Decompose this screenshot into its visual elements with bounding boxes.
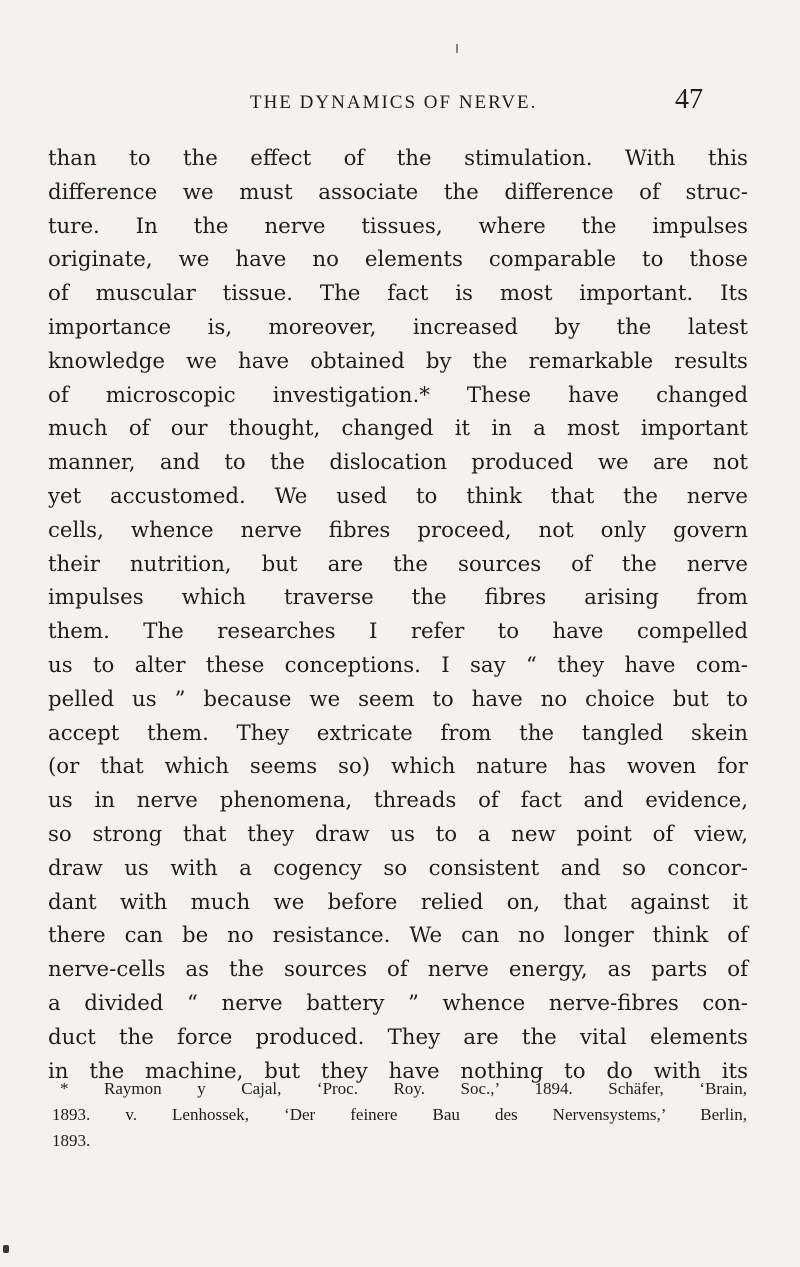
text-line: of microscopic investigation.* These have changed bbox=[48, 382, 748, 408]
text-line: of muscular tissue. The fact is most important. Its bbox=[48, 281, 748, 307]
text-line: (or that which seems so) which nature has woven for bbox=[48, 754, 748, 780]
text-line: duct the force produced. They are the vital elements bbox=[48, 1024, 748, 1050]
text-line: ture. In the nerve tissues, where the impulses bbox=[48, 213, 748, 239]
text-line: their nutrition, but are the sources of the nerve bbox=[48, 551, 748, 577]
page-number: 47 bbox=[675, 84, 703, 115]
footnote bbox=[52, 1076, 747, 1154]
scan-mark bbox=[3, 1245, 9, 1253]
text-line: impulses which traverse the fibres arising from bbox=[48, 585, 748, 611]
text-line: us to alter these conceptions. I say “ they have com- bbox=[48, 652, 748, 678]
text-line: nerve-cells as the sources of nerve energy, as parts of bbox=[48, 957, 748, 983]
text-line: them. The researches I refer to have compelled bbox=[48, 619, 748, 645]
text-line: importance is, moreover, increased by the latest bbox=[48, 314, 748, 340]
page-header bbox=[175, 84, 715, 124]
text-line: than to the effect of the stimulation. With this bbox=[48, 146, 748, 171]
footnote-line: 1893. v. Lenhossek, ‘Der feinere Bau des Nervensystems,’ Berlin, bbox=[52, 1105, 747, 1124]
text-line: cells, whence nerve fibres proceed, not only govern bbox=[48, 517, 748, 543]
text-line: in the machine, but they have nothing to do with its bbox=[48, 1058, 748, 1084]
text-line: much of our thought, changed it in a most important bbox=[48, 416, 748, 442]
text-line: us in nerve phenomena, threads of fact and evidence, bbox=[48, 788, 748, 814]
footnote-line: * Raymon y Cajal, ‘Proc. Roy. Soc.,’ 1894. Schäfer, ‘Brain, bbox=[60, 1079, 747, 1098]
text-line: pelled us ” because we seem to have no choice but to bbox=[48, 686, 748, 712]
text-line: draw us with a cogency so consistent and so concor- bbox=[48, 855, 748, 881]
running-title: THE DYNAMICS OF NERVE. bbox=[250, 92, 538, 113]
text-line: accept them. They extricate from the tangled skein bbox=[48, 720, 748, 746]
text-line: manner, and to the dislocation produced we are not bbox=[48, 450, 748, 476]
text-line: yet accustomed. We used to think that the nerve bbox=[48, 483, 748, 509]
text-line: originate, we have no elements comparable to those bbox=[48, 247, 748, 273]
text-line: difference we must associate the difference of struc- bbox=[48, 179, 748, 205]
scan-mark bbox=[456, 44, 458, 53]
text-line: dant with much we before relied on, that against it bbox=[48, 889, 748, 915]
text-line: a divided “ nerve battery ” whence nerve-fibres con- bbox=[48, 990, 748, 1016]
footnote-line: 1893. bbox=[52, 1131, 91, 1150]
text-line: there can be no resistance. We can no longer think of bbox=[48, 923, 748, 949]
text-line: so strong that they draw us to a new point of view, bbox=[48, 821, 748, 847]
text-line: knowledge we have obtained by the remarkable results bbox=[48, 348, 748, 374]
body-text bbox=[48, 142, 748, 1088]
